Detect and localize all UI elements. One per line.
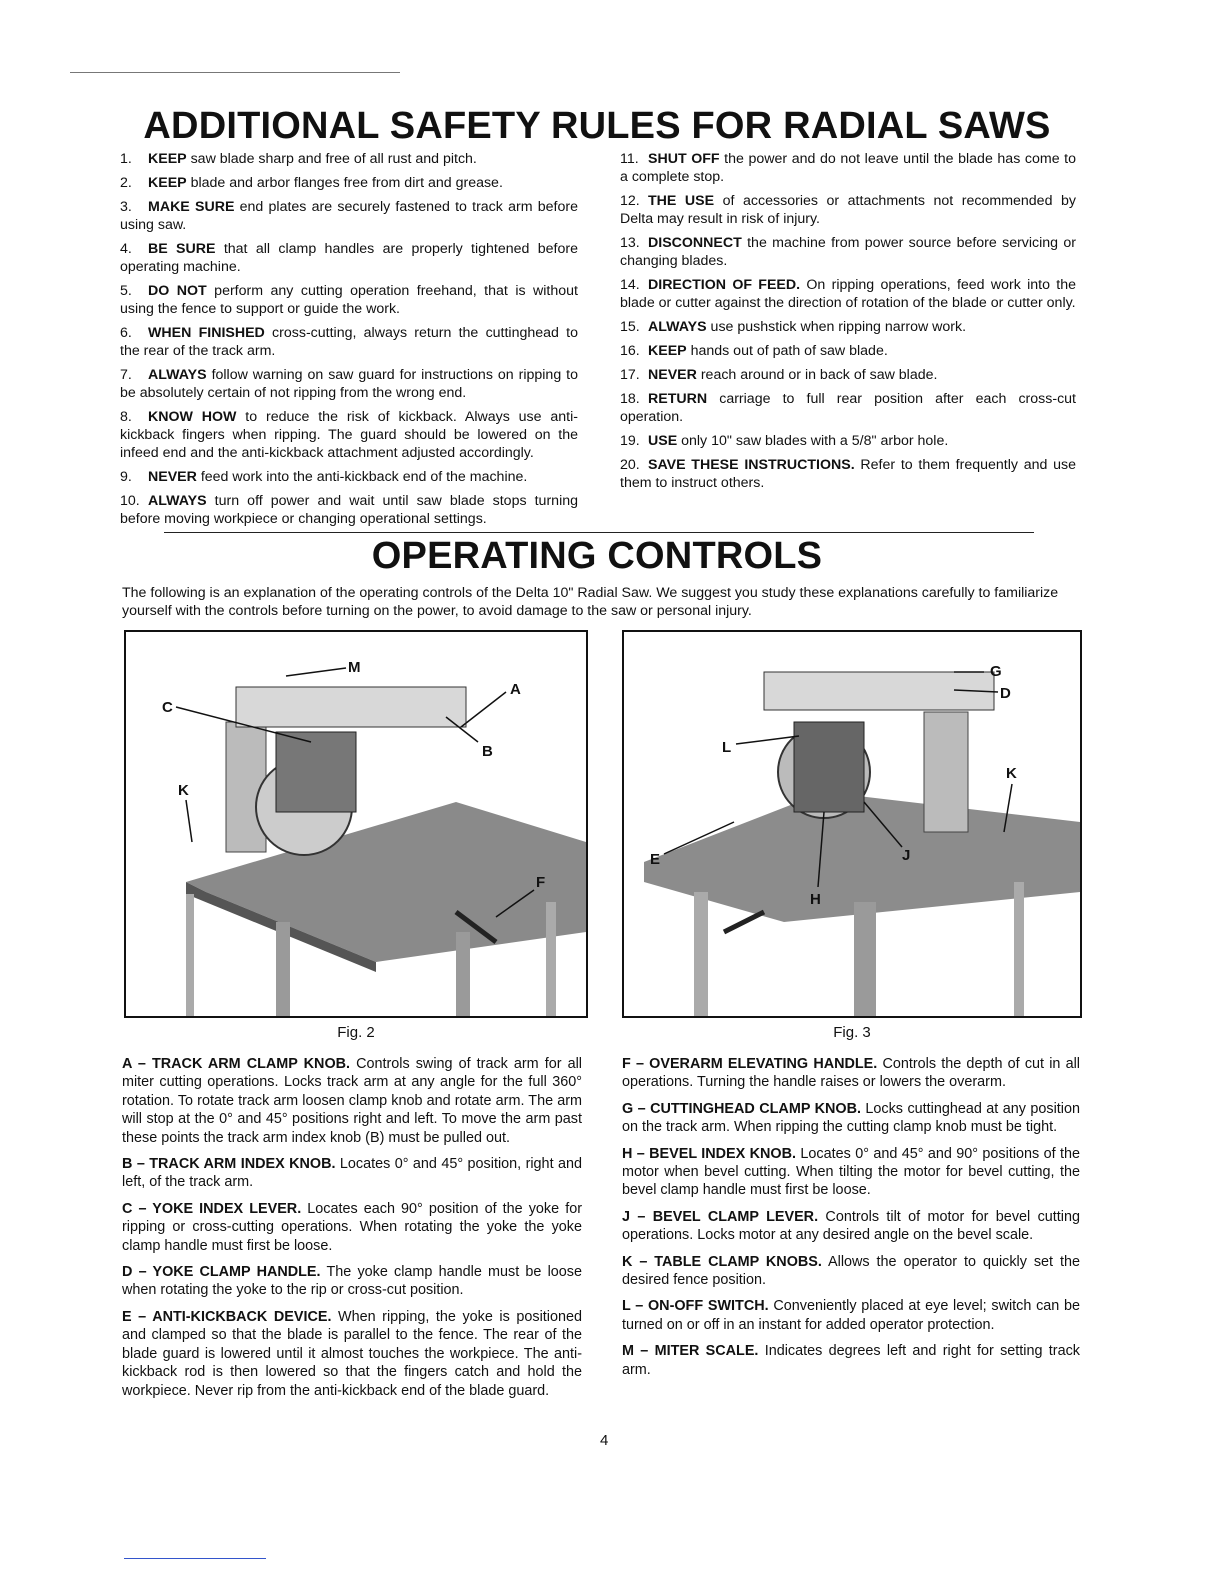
safety-rule-item bbox=[120, 492, 578, 528]
control-text: Locates each 90° position of the yoke for ripping or cross-cutting operations. When rotating the yoke the yoke clamp handle must first be loose. bbox=[122, 1200, 583, 1254]
safety-rule-item bbox=[620, 432, 1076, 450]
safety-rule-item bbox=[120, 468, 578, 486]
figure-3-drawing bbox=[624, 632, 1080, 1016]
safety-rule-item bbox=[120, 198, 578, 234]
rule-text: hands out of path of saw blade. bbox=[686, 343, 888, 359]
safety-rule-item bbox=[120, 150, 578, 168]
safety-rule-item bbox=[620, 342, 1076, 360]
control-name: M – MITER SCALE. bbox=[622, 1343, 759, 1360]
safety-rule-item bbox=[120, 282, 578, 318]
rule-keyword: NEVER bbox=[648, 367, 697, 383]
control-text: Indicates degrees left and right for setting track arm. bbox=[622, 1343, 1080, 1378]
rule-keyword: SHUT OFF bbox=[648, 151, 720, 167]
top-rule bbox=[70, 72, 400, 73]
safety-rule-item bbox=[120, 174, 578, 192]
safety-rule-item bbox=[620, 456, 1076, 492]
operating-intro: The following is an explanation of the operating controls of the Delta 10" Radial Saw. We suggest you study these explanations carefully to familiarize yourself with the controls before turning on the power, to avoid damage to the saw or personal injury. bbox=[122, 585, 1059, 619]
rule-text: of accessories or attachments not recommended by Delta may result in risk of injury. bbox=[620, 193, 1076, 227]
rule-number: 18. bbox=[620, 391, 640, 407]
control-description bbox=[622, 1297, 1080, 1334]
operating-controls-title: OPERATING CONTROLS bbox=[371, 535, 823, 577]
fig2-label-b: B bbox=[482, 743, 493, 760]
figure-2-drawing bbox=[126, 632, 586, 1016]
rule-keyword: USE bbox=[648, 433, 678, 449]
fig3-label-k: K bbox=[1006, 765, 1017, 782]
safety-rule-item bbox=[620, 318, 1076, 336]
rule-text: feed work into the anti-kickback end of the machine. bbox=[196, 469, 528, 485]
control-text: Allows the operator to quickly set the desired fence position. bbox=[622, 1253, 1080, 1289]
rule-text: turn off power and wait until saw blade stops turning before moving workpiece or changing operational settings. bbox=[120, 493, 578, 527]
control-description bbox=[122, 1155, 582, 1192]
rule-keyword: DISCONNECT bbox=[648, 235, 742, 251]
control-text: Locates 0° and 45° and 90° positions of the motor when bevel cutting. When tilting the motor for bevel cutting, the bevel clamp handle must first be loose. bbox=[622, 1145, 1080, 1199]
safety-rule-item bbox=[620, 150, 1076, 186]
rule-text: to reduce the risk of kickback. Always use anti-kickback fingers when ripping. The guard should be lowered on the infeed end and the anti-kickback attachment adjusted accordingly. bbox=[120, 409, 578, 461]
figure-2-caption: Fig. 2 bbox=[337, 1024, 375, 1041]
rule-keyword: KEEP bbox=[148, 151, 187, 167]
control-name: A – TRACK ARM CLAMP KNOB. bbox=[122, 1056, 351, 1072]
fig2-label-c: C bbox=[162, 699, 173, 716]
control-name: C – YOKE INDEX LEVER. bbox=[122, 1200, 302, 1217]
rule-text: end plates are securely fastened to track arm before using saw. bbox=[120, 199, 578, 233]
rule-text: Refer to them frequently and use them to instruct others. bbox=[620, 457, 1076, 491]
rule-number: 4. bbox=[120, 241, 132, 257]
rule-text: On ripping operations, feed work into the blade or cutter against the direction of rotation of the blade or cutter only. bbox=[620, 277, 1076, 311]
rule-number: 13. bbox=[620, 235, 640, 251]
control-text: Locates 0° and 45° position, right and left, of the track arm. bbox=[122, 1156, 582, 1191]
control-name: G – CUTTINGHEAD CLAMP KNOB. bbox=[622, 1100, 861, 1117]
rule-number: 2. bbox=[120, 175, 132, 191]
rule-keyword: DO NOT bbox=[148, 283, 207, 299]
rule-number: 6. bbox=[120, 325, 132, 341]
safety-rule-item bbox=[120, 408, 578, 462]
rule-number: 11. bbox=[620, 151, 639, 167]
rule-number: 17. bbox=[620, 367, 640, 383]
rule-number: 3. bbox=[120, 199, 132, 215]
safety-rule-item bbox=[620, 366, 1076, 384]
rule-number: 10. bbox=[120, 493, 140, 509]
safety-rule-item bbox=[620, 192, 1076, 228]
rule-number: 12. bbox=[620, 193, 640, 209]
control-description bbox=[622, 1253, 1080, 1290]
safety-rule-item bbox=[120, 240, 578, 276]
controls-right-column bbox=[622, 1055, 1080, 1387]
control-text: Controls tilt of motor for bevel cutting operations. Locks motor at any desired angle on the bevel scale. bbox=[622, 1208, 1080, 1244]
rule-keyword: SAVE THESE INSTRUCTIONS. bbox=[648, 457, 855, 473]
safety-rules-right-column bbox=[620, 150, 1076, 498]
page-title: ADDITIONAL SAFETY RULES FOR RADIAL SAWS bbox=[143, 105, 1051, 147]
control-description bbox=[622, 1145, 1080, 1200]
rule-text: the machine from power source before servicing or changing blades. bbox=[620, 235, 1076, 269]
fig2-label-f: F bbox=[536, 874, 546, 891]
fig3-label-g: G bbox=[990, 663, 1002, 680]
rule-keyword: ALWAYS bbox=[148, 367, 207, 383]
control-text: Controls the depth of cut in all operations. Turning the handle raises or lowers the overarm. bbox=[622, 1056, 1080, 1091]
section-divider bbox=[164, 532, 1034, 533]
rule-keyword: BE SURE bbox=[148, 241, 216, 257]
rule-text: reach around or in back of saw blade. bbox=[696, 367, 938, 383]
rule-keyword: ALWAYS bbox=[148, 493, 207, 509]
fig3-label-j: J bbox=[902, 847, 911, 864]
bottom-rule bbox=[124, 1558, 266, 1559]
safety-rule-item bbox=[620, 276, 1076, 312]
rule-text: the power and do not leave until the blade has come to a complete stop. bbox=[620, 151, 1077, 185]
controls-left-column bbox=[122, 1055, 582, 1408]
figure-2-radial-saw-photo bbox=[124, 630, 588, 1018]
rule-number: 19. bbox=[620, 433, 640, 449]
rule-keyword: ALWAYS bbox=[648, 319, 707, 335]
rule-text: cross-cutting, always return the cuttinghead to the rear of the track arm. bbox=[120, 325, 579, 359]
control-text: Locks cuttinghead at any position on the track arm. When ripping the cutting clamp knob must be tight. bbox=[622, 1100, 1080, 1136]
control-name: K – TABLE CLAMP KNOBS. bbox=[622, 1253, 822, 1270]
fig3-label-e: E bbox=[650, 851, 661, 868]
control-description bbox=[122, 1263, 582, 1300]
rule-text: blade and arbor flanges free from dirt and grease. bbox=[186, 175, 503, 191]
rule-number: 16. bbox=[620, 343, 640, 359]
fig2-label-k: K bbox=[178, 782, 189, 799]
control-description bbox=[122, 1200, 582, 1255]
rule-number: 20. bbox=[620, 457, 640, 473]
rule-number: 7. bbox=[120, 367, 132, 383]
control-description bbox=[622, 1342, 1080, 1379]
fig2-label-a: A bbox=[510, 681, 521, 698]
control-text: Controls swing of track arm for all miter cutting operations. Locks track arm at any angle for the full 360° rotation. To rotate track arm loosen clamp knob and rotate arm. The arm will stop at the 0° and 45° positions right and left. To move the arm past these points the track arm index knob (B) must be pulled out. bbox=[122, 1056, 582, 1146]
rule-keyword: KEEP bbox=[648, 343, 687, 359]
control-description bbox=[122, 1055, 582, 1147]
rule-number: 1. bbox=[120, 151, 132, 167]
fig2-label-m: M bbox=[348, 659, 361, 676]
rule-text: carriage to full rear position after each cross-cut operation. bbox=[620, 391, 1076, 425]
rule-number: 9. bbox=[120, 469, 132, 485]
rule-text: saw blade sharp and free of all rust and pitch. bbox=[186, 151, 477, 167]
rule-number: 8. bbox=[120, 409, 132, 425]
safety-rule-item bbox=[620, 234, 1076, 270]
control-name: H – BEVEL INDEX KNOB. bbox=[622, 1145, 797, 1162]
figure-3-radial-saw-photo bbox=[622, 630, 1082, 1018]
figure-3-caption: Fig. 3 bbox=[833, 1024, 871, 1041]
safety-rules-left-column bbox=[120, 150, 578, 534]
rule-text: that all clamp handles are properly tightened before operating machine. bbox=[120, 241, 578, 275]
control-text: The yoke clamp handle must be loose when rotating the yoke to the rip or cross-cut position. bbox=[122, 1264, 582, 1299]
rule-number: 14. bbox=[620, 277, 640, 293]
control-name: E – ANTI-KICKBACK DEVICE. bbox=[122, 1308, 332, 1325]
safety-rule-item bbox=[120, 324, 578, 360]
control-name: B – TRACK ARM INDEX KNOB. bbox=[122, 1156, 336, 1173]
safety-rule-item bbox=[620, 390, 1076, 426]
rule-text: use pushstick when ripping narrow work. bbox=[706, 319, 967, 335]
rule-text: only 10" saw blades with a 5/8" arbor hole. bbox=[677, 433, 949, 449]
rule-number: 15. bbox=[620, 319, 640, 335]
rule-keyword: MAKE SURE bbox=[148, 199, 235, 215]
rule-keyword: DIRECTION OF FEED. bbox=[648, 277, 801, 293]
safety-rule-item bbox=[120, 366, 578, 402]
control-name: F – OVERARM ELEVATING HANDLE. bbox=[622, 1056, 878, 1072]
control-description bbox=[622, 1208, 1080, 1245]
rule-number: 5. bbox=[120, 283, 132, 299]
page-number: 4 bbox=[600, 1432, 609, 1449]
fig3-label-h: H bbox=[810, 891, 821, 908]
control-description bbox=[622, 1100, 1080, 1137]
rule-keyword: NEVER bbox=[148, 469, 197, 485]
fig3-label-d: D bbox=[1000, 685, 1011, 702]
control-description bbox=[622, 1055, 1080, 1092]
rule-keyword: THE USE bbox=[648, 193, 715, 209]
rule-text: follow warning on saw guard for instructions on ripping to be absolutely certain of not ripping from the wrong end. bbox=[120, 367, 578, 401]
rule-keyword: KNOW HOW bbox=[148, 409, 237, 425]
rule-keyword: KEEP bbox=[148, 175, 187, 191]
control-description bbox=[122, 1308, 582, 1400]
control-name: J – BEVEL CLAMP LEVER. bbox=[622, 1208, 819, 1225]
fig3-label-l: L bbox=[722, 739, 732, 756]
control-text: When ripping, the yoke is positioned and clamped so that the blade is parallel to the fence. The rear of the blade guard is lowered until it almost touches the workpiece. The anti-kickback rod is then lowered so that the fingers catch and hold the workpiece. Never rip from the anti-kickback end of the blade guard. bbox=[122, 1308, 582, 1399]
control-text: Conveniently placed at eye level; switch can be turned on or off in an instant for added operator protection. bbox=[622, 1298, 1081, 1333]
control-name: L – ON-OFF SWITCH. bbox=[622, 1298, 769, 1315]
rule-keyword: RETURN bbox=[648, 391, 708, 407]
control-name: D – YOKE CLAMP HANDLE. bbox=[122, 1264, 321, 1281]
rule-text: perform any cutting operation freehand, that is without using the fence to support or guide the work. bbox=[120, 283, 578, 317]
rule-keyword: WHEN FINISHED bbox=[148, 325, 265, 341]
